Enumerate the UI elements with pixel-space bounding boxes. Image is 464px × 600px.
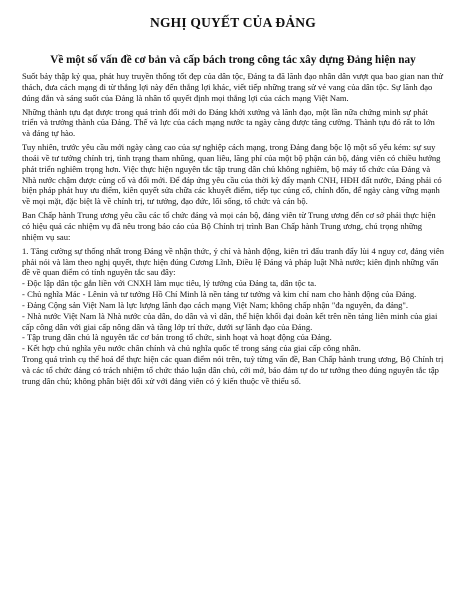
list-item-independence: - Độc lập dân tộc gắn liền với CNXH làm mục tiêu, lý tưởng của Đảng ta, dân tộc ta. xyxy=(22,278,317,289)
paragraph-weaknesses: Tuy nhiên, trước yêu cầu mới ngày càng cao của sự nghiệp cách mạng, trong Đảng đang bộc lộ một số yếu kém: sự suy thoái về tư tưởng chính trị, tình trạng tham nhũng, quan liêu, lãng phí của một bộ phận cán bộ, đảng viên có chiều hướng phát triển nghiêm trọng hơn. Việc thực hiện nguyên tắc tập trung dân chủ không nghiêm, bộ máy tổ chức của Đảng và Nhà nước chậm được củng cố và đổi mới. Để đáp ứng yêu cầu của thời kỳ đẩy mạnh CNH, HĐH đất nước, Đảng phải có biện pháp phát huy ưu điểm, kiên quyết sửa chữa các khuyết điểm, tiếp tục củng cố, chỉnh đốn, để ngày càng vững mạnh về mọi mặt, đặc biệt là về chính trị, tư tưởng, đạo đức, lối sống, tổ chức và cán bộ. xyxy=(22,142,442,207)
document-body xyxy=(22,71,444,387)
paragraph-achievements: Những thành tựu đạt được trong quá trình đổi mới do Đảng khởi xướng và lãnh đạo, một lần nữa chứng minh sự phát triển và trưởng thành của Đảng. Thế và lực của cách mạng nước ta ngày càng được tăng cường. Thành tựu đó rất to lớn và đáng tự hào. xyxy=(22,106,435,139)
paragraph-intro: Suốt bảy thập kỷ qua, phát huy truyền thống tốt đẹp của dân tộc, Đảng ta đã lãnh đạo nhân dân vượt qua bao gian nan thử thách, đưa cách mạng đi từ thắng lợi này đến thắng lợi khác, viết tiếp những trang sử vẻ vang của dân tộc. Sự lãnh đạo đúng đắn và sáng suốt của Đảng là nhân tố quyết định mọi thắng lợi của cách mạng Việt Nam. xyxy=(22,71,444,103)
paragraph-requirements: Ban Chấp hành Trung ương yêu cầu các tổ chức đảng và mọi cán bộ, đảng viên từ Trung ương đến cơ sở phải thực hiện có hiệu quả các nhiệm vụ đã nêu trong báo cáo của Bộ Chính trị trình Ban Chấp hành Trung ương, chú trọng những nhiệm vụ sau: xyxy=(22,210,436,242)
list-item-state: - Nhà nước Việt Nam là Nhà nước của dân, do dân và vì dân, thể hiện khối đại đoàn kết trên nền tảng liên minh của giai cấp công dân với giai cấp nông dân và tầng lớp trí thức, dưới sự lãnh đạo của Đảng. xyxy=(22,310,438,332)
paragraph-implementation: Trong quá trình cụ thể hoá để thực hiện các quan điểm nói trên, tuỳ từng vấn đề, Ban Chấp hành trung ương, Bộ Chính trị và các tổ chức đảng có trách nhiệm tổ chức thảo luận dân chủ, cởi mở, bảo đảm tự do tư tưởng theo đúng nguyên tắc tập trung dân chủ; không phân biệt đối xử với đảng viên có ý kiến thuộc về thiểu số. xyxy=(22,354,444,386)
list-item-party-leadership: - Đảng Cộng sản Việt Nam là lực lượng lãnh đạo cách mạng Việt Nam; không chấp nhận "đa nguyên, đa đảng". xyxy=(22,299,409,310)
list-item-democratic-centralism: - Tập trung dân chủ là nguyên tắc cơ bản trong tổ chức, sinh hoạt và hoạt động của Đảng. xyxy=(22,332,332,343)
list-item-patriotism: - Kết hợp chủ nghĩa yêu nước chân chính và chủ nghĩa quốc tế trong sáng của giai cấp công nhân. xyxy=(22,343,361,354)
document-title: NGHỊ QUYẾT CỦA ĐẢNG xyxy=(150,15,316,30)
paragraph-task-1: 1. Tăng cường sự thống nhất trong Đảng về nhận thức, ý chí và hành động, kiên trì đấu tranh đẩy lùi 4 nguy cơ, đảng viên phải nói và làm theo nghị quyết, thực hiện đúng Cương Lĩnh, Điều lệ Đảng và pháp luật Nhà nước; kiên định những vấn đề về quan điểm có tính nguyên tắc sau đây: xyxy=(22,245,444,278)
document-subtitle: Về một số vấn đề cơ bản và cấp bách trong công tác xây dựng Đảng hiện nay xyxy=(50,54,416,66)
list-item-ideology: - Chủ nghĩa Mác - Lênin và tư tưởng Hồ Chí Minh là nền tảng tư tưởng và kim chỉ nam cho hành động của Đảng. xyxy=(22,289,417,300)
